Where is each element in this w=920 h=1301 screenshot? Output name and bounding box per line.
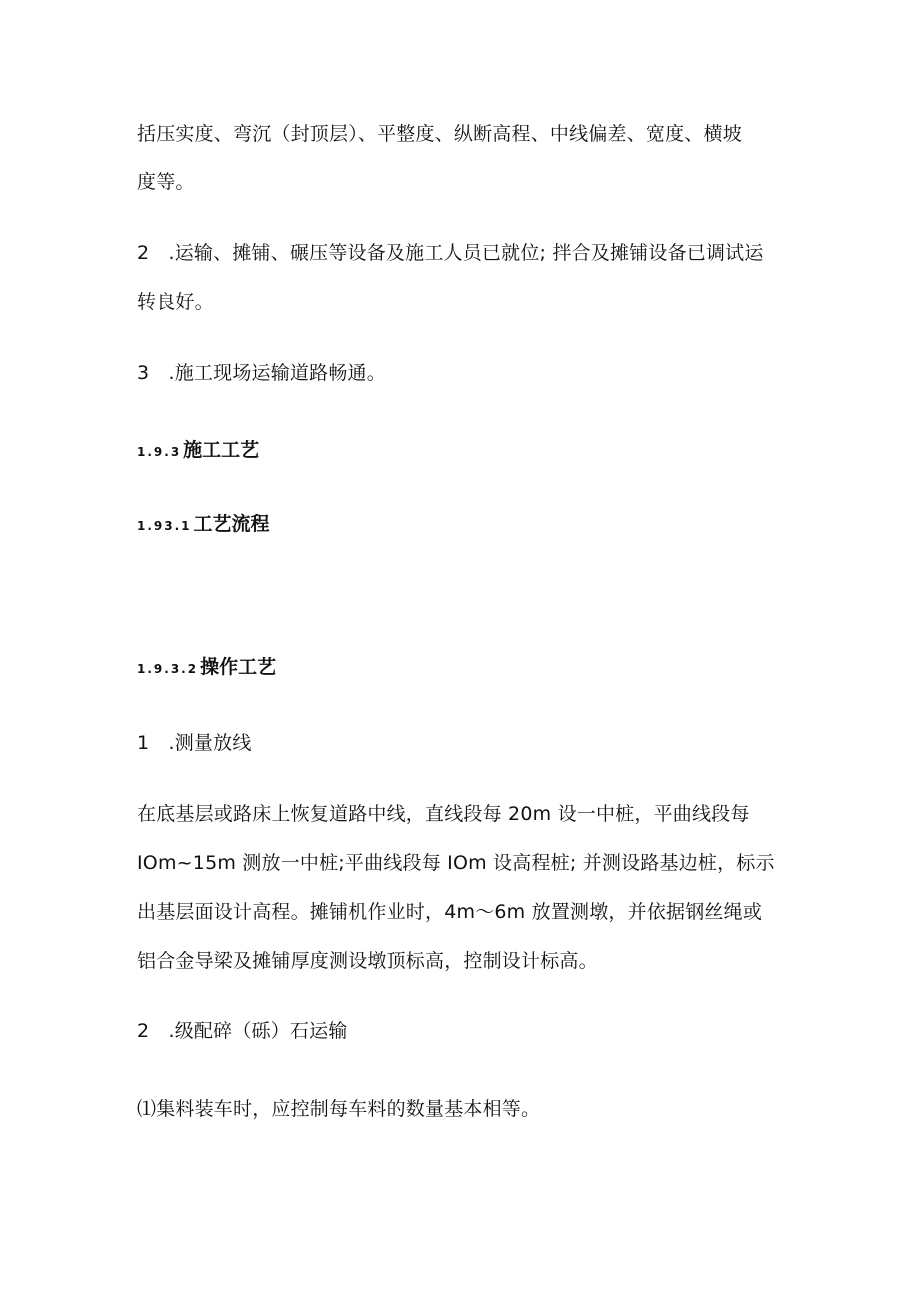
paragraph-line: 度等。 [137,171,195,193]
step-1-body-line: 出基层面设计高程。摊铺机作业时，4m～6m 放置测墩，并依据钢丝绳或 [137,901,763,923]
section-heading-1-9-3 [137,438,259,464]
paragraph-line: 括压实度、弯沉（封顶层）、平整度、纵断高程、中线偏差、宽度、横坡 [137,123,742,145]
section-title: 施工工艺 [183,439,260,461]
section-heading-1-9-3-1 [137,512,270,538]
step-2-title: 2 .级配碎（砾）石运输 [137,1020,348,1042]
step-1-body-line: 铝合金导梁及摊铺厚度测设墩顶标高，控制设计标高。 [137,950,598,972]
section-number: 1.9.3 [137,445,182,459]
list-item-2-line: 2 .运输、摊铺、碾压等设备及施工人员已就位; 拌合及摊铺设备已调试运 [137,242,764,264]
section-title: 工艺流程 [193,513,270,535]
list-item-2-line: 转良好。 [137,291,214,313]
section-number: 1.93.1 [137,519,192,533]
section-title: 操作工艺 [200,656,277,678]
step-2-sub-item-1: ⑴集料装车时，应控制每车料的数量基本相等。 [137,1098,541,1120]
section-heading-1-9-3-2 [137,655,276,681]
step-1-body-line: 在底基层或路床上恢复道路中线，直线段每 20m 设一中桩，平曲线段每 [137,803,750,825]
step-1-body-line: IOm~15m 测放一中桩;平曲线段每 IOm 设高程桩; 并测设路基边桩，标示 [137,852,775,874]
section-number: 1.9.3.2 [137,662,199,676]
step-1-title: 1 .测量放线 [137,732,252,754]
list-item-3: 3 .施工现场运输道路畅通。 [137,362,386,384]
